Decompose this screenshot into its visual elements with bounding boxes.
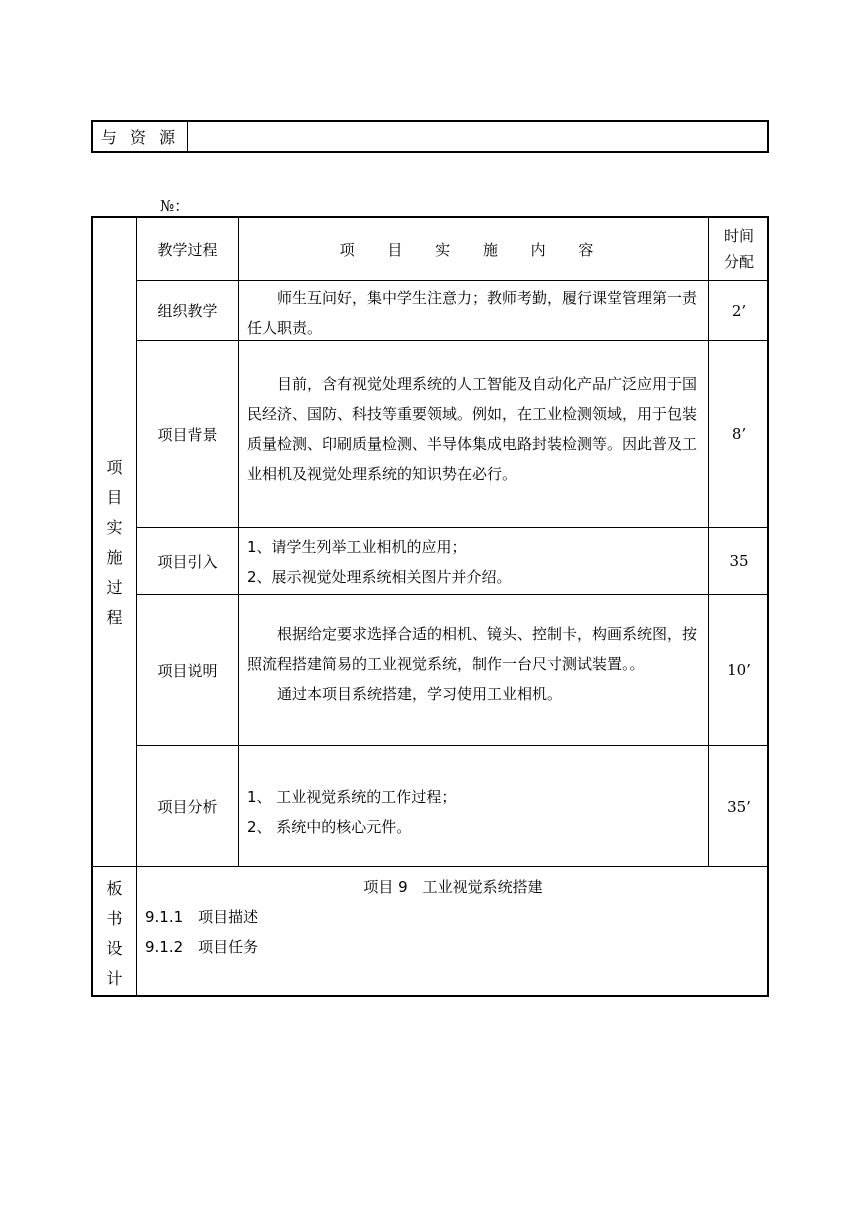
header-content: 项 目 实 施 内 容: [339, 240, 608, 259]
section-char: 程: [106, 607, 123, 627]
section-char: 过: [106, 577, 123, 597]
row-label: 项目说明: [157, 661, 218, 680]
row-label: 项目引入: [157, 552, 218, 571]
row-time: 35: [729, 552, 749, 570]
row-label: 项目背景: [157, 425, 218, 444]
board-title: 项目 9 工业视觉系统搭建: [363, 878, 543, 896]
section-char: 目: [106, 487, 123, 507]
implementation-table: [91, 216, 769, 997]
resources-label: 与 资 源: [93, 122, 188, 151]
row-time: 10’: [727, 661, 751, 679]
section-char: 施: [106, 547, 123, 567]
section-char: 实: [106, 517, 123, 537]
header-teaching-process: 教学过程: [157, 240, 218, 259]
resources-value: [188, 122, 767, 151]
row-content: [247, 782, 699, 842]
board-char: 计: [106, 968, 123, 988]
row-time: 35’: [727, 797, 751, 816]
resources-table: [91, 120, 769, 153]
row-content: [247, 369, 699, 489]
board-char: 书: [106, 908, 123, 928]
board-content: [145, 872, 761, 962]
row-content: [247, 283, 699, 343]
row-label: 组织教学: [157, 302, 218, 320]
header-time-line2: 分配: [723, 253, 754, 271]
row-time: 2’: [731, 301, 747, 320]
board-vertical-label: [93, 870, 136, 997]
row-paragraph: 师生互问好，集中学生注意力；教师考勤，履行课堂管理第一责任人职责。: [247, 289, 698, 337]
number-label: №：: [160, 197, 190, 215]
row-line: 1、 工业视觉系统的工作过程；: [247, 788, 457, 806]
board-char: 设: [106, 938, 123, 958]
row-content: [247, 619, 699, 709]
row-line: 2、 系统中的核心元件。: [247, 818, 412, 836]
row-paragraph: 通过本项目系统搭建，学习使用工业相机。: [277, 685, 563, 703]
board-item: 9.1.2 项目任务: [145, 938, 259, 956]
row-label: 项目分析: [157, 798, 218, 816]
section-vertical-label: [93, 218, 136, 867]
header-time-line1: 时间: [723, 227, 754, 245]
row-line: 1、请学生列举工业相机的应用；: [247, 538, 467, 556]
row-content: [247, 532, 699, 592]
board-char: 板: [106, 878, 123, 898]
board-item: 9.1.1 项目描述: [145, 908, 259, 926]
row-time: 8’: [731, 425, 747, 443]
row-line: 2、展示视觉处理系统相关图片并介绍。: [247, 568, 512, 586]
header-time: [709, 218, 769, 280]
row-paragraph: 根据给定要求选择合适的相机、镜头、控制卡，构画系统图，按照流程搭建简易的工业视觉系统，制作一台尺寸测试装置。。: [247, 625, 698, 673]
section-char: 项: [106, 457, 123, 477]
row-paragraph: 目前，含有视觉处理系统的人工智能及自动化产品广泛应用于国民经济、国防、科技等重要领域。例如，在工业检测领域，用于包装质量检测、印刷质量检测、半导体集成电路封装检测等。因此普及工业相机及视觉处理系统的知识势在必行。: [247, 375, 698, 483]
